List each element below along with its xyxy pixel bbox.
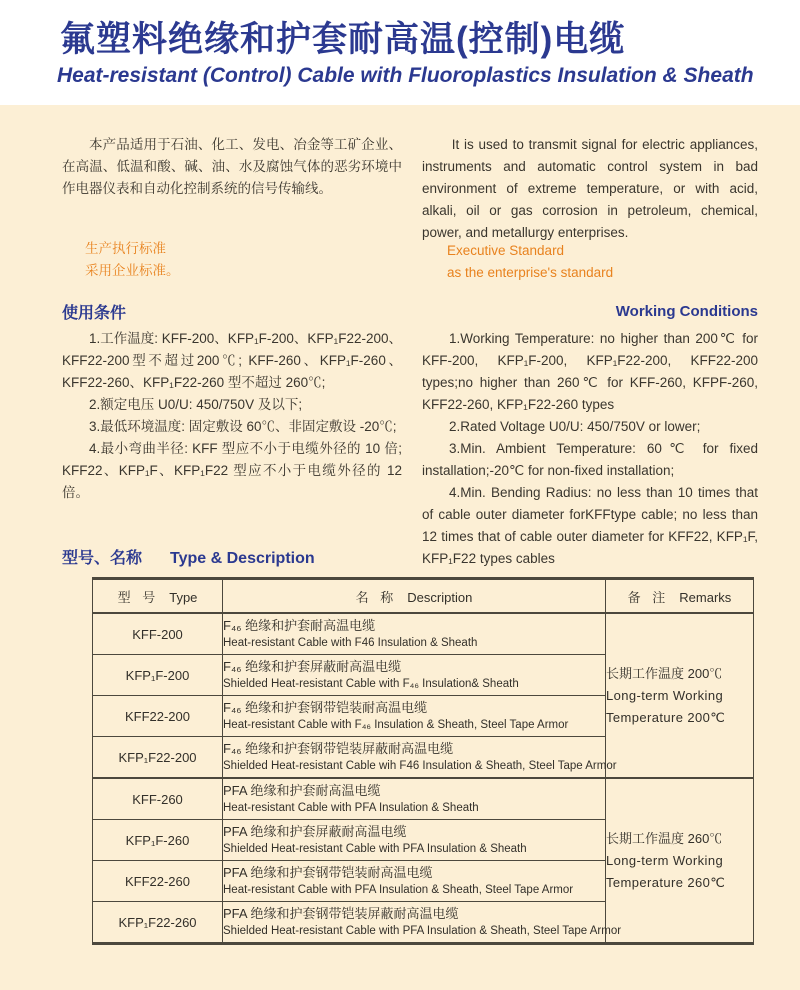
conditions-list-en bbox=[422, 328, 758, 570]
cell-description bbox=[223, 613, 606, 655]
description-en: Heat-resistant Cable with PFA Insulation & Sheath bbox=[223, 802, 479, 814]
cell-type: KFP₁F-200 bbox=[93, 655, 223, 696]
intro-paragraph-en: It is used to transmit signal for electric appliances, instruments and automatic control system in bad environment of extreme temperature, or with acid, alkali, oil or gas corrosion in petroleum, chemical, power, and metallurgy enterprises. bbox=[422, 137, 758, 240]
remark-line: Long-term Working bbox=[606, 852, 724, 868]
description-en: Shielded Heat-resistant Cable with PFA Insulation & Sheath bbox=[223, 843, 527, 855]
remark-line: Temperature 200℃ bbox=[606, 709, 726, 725]
table-row bbox=[93, 613, 754, 655]
description-zh: PFA 绝缘和护套钢带铠装耐高温电缆 bbox=[223, 865, 433, 880]
description-en: Shielded Heat-resistant Cable wih F46 Insulation & Sheath, Steel Tape Armor bbox=[223, 760, 617, 772]
page-title-en: Heat-resistant (Control) Cable with Fluoroplastics Insulation & Sheath bbox=[57, 64, 754, 87]
table-header-row bbox=[93, 579, 754, 614]
cell-description bbox=[223, 820, 606, 861]
description-en: Heat-resistant Cable with PFA Insulation & Sheath, Steel Tape Armor bbox=[223, 884, 574, 896]
description-zh: PFA 绝缘和护套耐高温电缆 bbox=[223, 783, 381, 798]
cell-remarks-200 bbox=[606, 613, 754, 778]
cell-type: KFF22-260 bbox=[93, 861, 223, 902]
type-heading-zh: 型号、名称 bbox=[62, 550, 143, 567]
type-section-heading bbox=[62, 545, 315, 568]
description-zh: F₄₆ 绝缘和护套耐高温电缆 bbox=[223, 618, 376, 633]
cell-type: KFF-200 bbox=[93, 613, 223, 655]
description-en: Shielded Heat-resistant Cable with PFA Insulation & Sheath, Steel Tape Armor bbox=[223, 925, 622, 937]
intro-zh-block bbox=[62, 134, 402, 200]
intro-en-block bbox=[422, 134, 758, 244]
cell-description bbox=[223, 861, 606, 902]
intro-paragraph-zh: 本产品适用于石油、化工、发电、冶金等工矿企业、在高温、低温和酸、碱、油、水及腐蚀气体的恶劣环境中作电器仪表和自动化控制系统的信号传输线。 bbox=[62, 137, 402, 196]
column-header-rem-en: Remarks bbox=[679, 589, 732, 605]
cell-description bbox=[223, 902, 622, 944]
cell-type: KFF-260 bbox=[93, 778, 223, 820]
remark-line: Temperature 260℃ bbox=[606, 874, 726, 890]
description-en: Heat-resistant Cable with F46 Insulation & Sheath bbox=[223, 637, 478, 649]
cell-type: KFP₁F22-200 bbox=[93, 737, 223, 779]
cell-description bbox=[223, 737, 617, 779]
description-en: Shielded Heat-resistant Cable with F₄₆ Insulation& Sheath bbox=[223, 678, 519, 690]
column-header-desc-zh: 名 称 bbox=[355, 589, 398, 605]
column-header-remarks bbox=[606, 579, 754, 614]
cell-type: KFF22-200 bbox=[93, 696, 223, 737]
column-header-rem-zh: 备 注 bbox=[627, 589, 670, 605]
column-header-desc-en: Description bbox=[407, 589, 473, 605]
condition-item-zh: 3.最低环境温度: 固定敷设 60℃、非固定敷设 -20℃; bbox=[89, 419, 397, 434]
description-zh: F₄₆ 绝缘和护套钢带铠装耐高温电缆 bbox=[223, 700, 428, 715]
description-zh: F₄₆ 绝缘和护套屏蔽耐高温电缆 bbox=[223, 659, 402, 674]
cell-remarks-260 bbox=[606, 778, 754, 944]
condition-item-en: 3.Min. Ambient Temperature: 60℃ for fixed installation;-20℃ for non-fixed installation; bbox=[422, 441, 758, 478]
column-header-type bbox=[93, 579, 223, 614]
description-en: Heat-resistant Cable with F₄₆ Insulation & Sheath, Steel Tape Armor bbox=[223, 719, 569, 731]
column-header-type-en: Type bbox=[169, 589, 198, 605]
standard-note-en-line1: Executive Standard bbox=[447, 243, 565, 258]
condition-item-zh: 4.最小弯曲半径: KFF 型应不小于电缆外径的 10 倍; KFF22、KFP₁F、KFP₁F22 型应不小于电缆外径的 12 倍。 bbox=[62, 441, 402, 500]
condition-item-en: 2.Rated Voltage U0/U: 450/750V or lower; bbox=[449, 419, 701, 434]
column-header-description bbox=[223, 579, 606, 614]
masthead bbox=[0, 0, 800, 105]
condition-item-en: 4.Min. Bending Radius: no less than 10 times that of cable outer diameter forKFFtype cable; no less than 12 times that of cable outer diameter for KFF22, KFP₁F, KFP₁F22 types cables bbox=[422, 485, 758, 566]
condition-item-zh: 1.工作温度: KFF-200、KFP₁F-200、KFP₁F22-200、KFF22-200型不超过200℃; KFF-260、KFP₁F-260、KFF22-260、KFP₁F22-260 型不超过 260℃; bbox=[62, 331, 402, 390]
standard-note-en bbox=[447, 240, 747, 284]
standard-note-zh bbox=[85, 238, 385, 282]
remark-line: 长期工作温度 200℃ bbox=[606, 665, 723, 681]
description-zh: F₄₆ 绝缘和护套钢带铠装屏蔽耐高温电缆 bbox=[223, 741, 454, 756]
conditions-heading-en: Working Conditions bbox=[615, 303, 758, 320]
description-zh: PFA 绝缘和护套钢带铠装屏蔽耐高温电缆 bbox=[223, 906, 459, 921]
cable-type-table bbox=[92, 577, 754, 945]
page-title-zh: 氟塑料绝缘和护套耐高温(控制)电缆 bbox=[60, 20, 626, 59]
conditions-list-zh bbox=[62, 328, 402, 504]
standard-note-zh-line2: 采用企业标准。 bbox=[85, 263, 180, 278]
remark-line: Long-term Working bbox=[606, 687, 724, 703]
table-row bbox=[93, 778, 754, 820]
condition-item-zh: 2.额定电压 U0/U: 450/750V 及以下; bbox=[89, 397, 303, 412]
cell-type: KFP₁F22-260 bbox=[93, 902, 223, 944]
condition-item-en: 1.Working Temperature: no higher than 200℃ for KFF-200, KFP₁F-200, KFP₁F22-200, KFF22-200 types;no higher than 260℃ for KFF-260, KFPF-260, KFF22-260, KFP₁F22-260 types bbox=[422, 331, 758, 412]
standard-note-zh-line1: 生产执行标准 bbox=[85, 241, 166, 256]
column-header-type-zh: 型 号 bbox=[117, 589, 160, 605]
type-heading-en: Type & Description bbox=[170, 550, 315, 567]
cell-description bbox=[223, 655, 606, 696]
cell-description bbox=[223, 696, 606, 737]
cell-description bbox=[223, 778, 606, 820]
description-zh: PFA 绝缘和护套屏蔽耐高温电缆 bbox=[223, 824, 407, 839]
conditions-heading-zh: 使用条件 bbox=[62, 305, 127, 322]
remark-line: 长期工作温度 260℃ bbox=[606, 830, 723, 846]
standard-note-en-line2: as the enterprise's standard bbox=[447, 265, 614, 280]
cell-type: KFP₁F-260 bbox=[93, 820, 223, 861]
